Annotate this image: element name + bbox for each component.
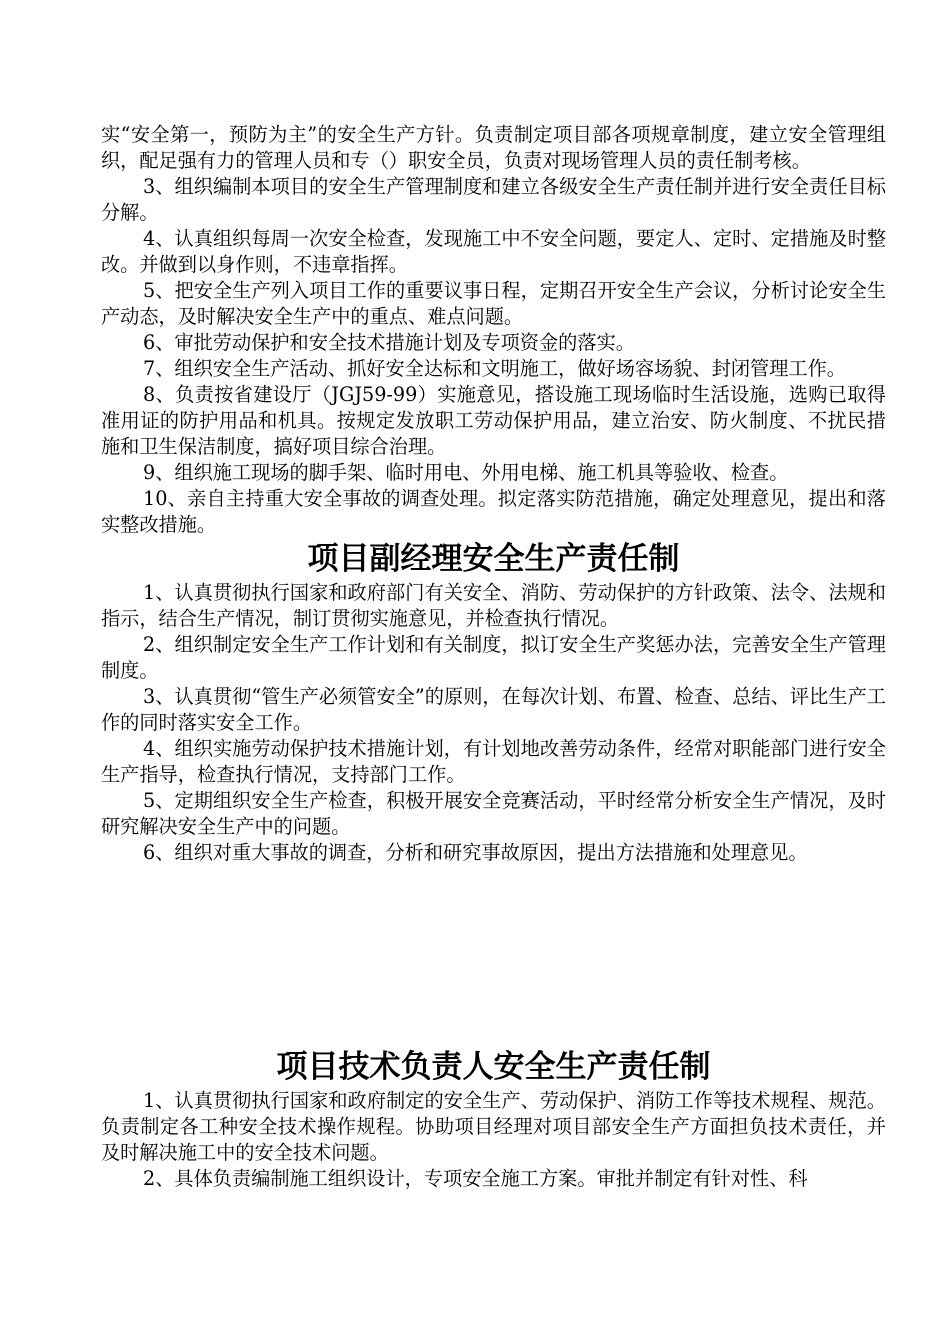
paragraph-item-2: 2、组织制定安全生产工作计划和有关制度，拟订安全生产奖惩办法，完善安全生产管理制度。: [101, 633, 886, 682]
paragraph-item-3: 3、组织编制本项目的安全生产管理制度和建立各级安全生产责任制并进行安全责任目标分解。: [101, 175, 886, 224]
paragraph-item-8: 8、负责按省建设厅（JGJ59-99）实施意见，搭设施工现场临时生活设施，选购已取得准用证的防护用品和机具。按规定发放职工劳动保护用品，建立治安、防火制度、不扰民措施和卫生保洁制度，搞好项目综合治理。: [101, 383, 886, 458]
paragraph-item-5: 5、把安全生产列入项目工作的重要议事日程，定期召开安全生产会议，分析讨论安全生产动态，及时解决安全生产中的重点、难点问题。: [101, 279, 886, 328]
paragraph-item-4: 4、组织实施劳动保护技术措施计划，有计划地改善劳动条件，经常对职能部门进行安全生产指导，检查执行情况，支持部门工作。: [101, 737, 886, 786]
document-page: [101, 122, 886, 1192]
paragraph-item-5: 5、定期组织安全生产检查，积极开展安全竞赛活动，平时经常分析安全生产情况，及时研究解决安全生产中的问题。: [101, 789, 886, 838]
paragraph-item-9: 9、组织施工现场的脚手架、临时用电、外用电梯、施工机具等验收、检查。: [143, 461, 789, 484]
paragraph-item-2: 2、具体负责编制施工组织设计，专项安全施工方案。审批并制定有针对性、科: [143, 1167, 808, 1190]
paragraph-item-7: 7、组织安全生产活动、抓好安全达标和文明施工，做好场容场貌、封闭管理工作。: [143, 357, 846, 380]
paragraph-item-10: 10、亲自主持重大安全事故的调查处理。拟定落实防范措施，确定处理意见，提出和落实整改措施。: [101, 487, 886, 536]
paragraph-item-3: 3、认真贯彻“管生产必须管安全”的原则，在每次计划、布置、检查、总结、评比生产工作的同时落实安全工作。: [101, 685, 886, 734]
paragraph-item-4: 4、认真组织每周一次安全检查，发现施工中不安全问题，要定人、定时、定措施及时整改。并做到以身作则，不违章指挥。: [101, 227, 886, 276]
section-heading-deputy-manager: 项目副经理安全生产责任制: [307, 541, 680, 577]
section-heading-technical-lead: 项目技术负责人安全生产责任制: [276, 1049, 711, 1085]
paragraph-item-1: 1、认真贯彻执行国家和政府部门有关安全、消防、劳动保护的方针政策、法令、法规和指示，结合生产情况，制订贯彻实施意见，并检查执行情况。: [101, 581, 886, 630]
blank-space: [101, 866, 886, 1048]
paragraph-item-6: 6、组织对重大事故的调查，分析和研究事故原因，提出方法措施和处理意见。: [143, 841, 808, 864]
paragraph-item-1: 1、认真贯彻执行国家和政府制定的安全生产、劳动保护、消防工作等技术规程、规范。负责制定各工种安全技术操作规程。协助项目经理对项目部安全生产方面担负技术责任，并及时解决施工中的安全技术问题。: [101, 1089, 886, 1164]
paragraph-item-6: 6、审批劳动保护和安全技术措施计划及专项资金的落实。: [143, 331, 635, 354]
paragraph-continuation: 实“安全第一，预防为主”的安全生产方针。负责制定项目部各项规章制度，建立安全管理组织，配足强有力的管理人员和专（）职安全员，负责对现场管理人员的责任制考核。: [101, 123, 886, 172]
